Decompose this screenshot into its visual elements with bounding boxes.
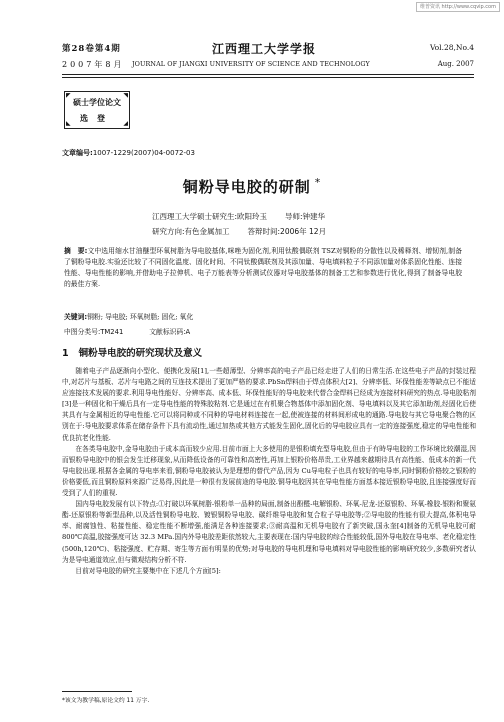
body-paragraph: 在各类导电胶中,金导电胶由于成本高而较少应用.目前市面上大多使用的是银粉填充型导电胶,但由于有時导电胶的工作环境比较潮湿,因而银粉导电胶中的银会发生迁移现象,从而降低设备的可靠性和高密性,再加上银粉价格昂贵,工业界越来越期待具有高性能、低成本的新一代导电胶出现.根据各金属的导电率来看,铜粉导电胶被认为是理想的替代产品,因为 Cu导电粒子也具有较好的电导率,同时铜粉价格较之银粉的价格要低,而且铜粉原料来源广泛易得,因此是一种很有发展前途的导电胶.铜导电胶因其在导电性能方面基本接近银粉导电胶,且连接强度好而受到了人们的重视. [62,444,476,498]
keywords-text: 铜粉; 导电胶; 环氧树脂; 固化; 氧化 [87,313,194,321]
abstract-text: 文中选用缩水甘油醚型环氧树脂为导电胶基体,咪唑为固化剂,利用钛酸偶联剂 TSZ对铜粉的分散性以及稀释剂、增韧剂,制备了铜粉导电胶.实验还比较了不同固化温度、固化时间、不同钛酸偶联剂及其添加量、导电填料粒子不同添加量对体系固化性能、连接性能、导电性能的影响,并借助电子拉伸机、电子万能表等分析测试仪器对导电胶基体的制备工艺和参数进行优化,得到了制备导电胶的最佳方案. [64,247,462,288]
badge-corner-icon: ◢ [123,120,128,127]
title-text: 铜粉导电胶的研制 [182,178,311,196]
clc-number: 中图分类号:TM241 [64,328,124,336]
classification [64,326,190,336]
footnote-rule [62,691,132,692]
article-number-value: 1007-1229(2007)04-0072-03 [92,149,195,157]
article-number-label: 文章编号: [62,149,93,157]
journal-name-en: JOURNAL OF JIANGXI UNIVERSITY OF SCIENCE AND TECHNOLOGY [132,60,370,68]
body-paragraph: 随着电子产品逐渐向小型化、便携化发展[1],一些超薄型、分辨率高的电子产品已经走进了人们的日常生活.在这些电子产品的封装过程中,对芯片与基板、芯片与电路之间的互连技术提出了更加严格的要求.PbSn焊料由于焊点体积大[2]、分辨率低、环保性能差等缺点已不能适应连接技术发展的要求.利用导电性能好、分辨率高、成本低、环保性能好的导电胶来代替合金焊料已经成为连接材料研究的热点.导电胶粘剂[3]是一种固化和干燥后具有一定导电性能的特殊胶粘剂.它是通过在有机聚合物基体中添加固化剂、导电填料以及其它添加助剂,经固化后使其具有与金属相近的导电性能.它可以将同种或不同种的导电材料连接在一起,使被连接的材料间形成电的通路.导电胶与其它导电聚合物的区别在于:导电胶要求体系在储存条件下具有流动性,通过加热或其他方式能发生固化,固化后的导电胶应具有一定的连接强度,稳定的导电性能和优良抗老化性能. [62,367,476,442]
badge-line-1: 硕士学位论文 [73,98,121,107]
research-direction: 研究方向:有色金属加工 [152,227,230,236]
badge-corner-icon: ◥ [123,92,128,99]
badge-line-2: 选登 [80,114,114,123]
body-paragraph: 目前对导电胶的研究主要集中在下述几个方面[5]: [75,566,221,575]
header-rule-thin [62,77,474,78]
section-number: 1 [62,348,69,359]
volume-cn: 第28卷第4期 [62,44,121,54]
badge-corner-icon: ◣ [66,120,71,127]
date-cn: 2007年8月 [62,60,125,69]
keywords-label: 关键词: [64,313,88,321]
header-rule-thick [62,74,474,75]
author-info [152,209,326,239]
title-footnote-mark: * [314,176,322,189]
abstract [64,246,462,290]
section-title: 铜粉导电胶的研究现状及意义 [78,348,203,359]
body-text [62,366,476,577]
section-heading [62,345,202,359]
volume-en: Vol.28,No.4 [429,43,474,52]
footnote: *该文为教学稿,原论文约 11 万字. [62,698,150,704]
article-number [62,148,195,158]
journal-name-cn: 江西理工大学学报 [212,42,317,56]
student-name: 江西理工大学硕士研究生:欧阳玲玉 [152,212,268,221]
keywords [64,311,193,321]
advisor-name: 导师:钟建华 [285,212,326,221]
date-en: Aug. 2007 [437,60,474,68]
badge-corner-icon: ◤ [66,92,71,99]
document-code: 文献标识码:A [149,328,191,336]
article-title [0,176,504,197]
watermark: 维普资讯 http://www.cqvip.com [416,2,500,12]
abstract-label: 摘 要: [64,247,88,255]
column-badge [64,91,130,129]
defense-date: 答辩时间:2006年 12月 [247,227,327,236]
journal-header [62,40,474,74]
body-paragraph: 国内导电胶发展有以下特点:①打破以环氧树脂-银粉单一品种的局面,制备出酚醛-电解银粉、环氧-尼龙-还原银粉、环氧-橡胶-银粉和聚氨酯-还原银粉等新型品种,以及活性铜粉导电胶、镀银铜粉导电胶、碳纤维导电胶和复合粒子导电胶等;②导电胶的性能有很大提高,体积电导率、耐腐蚀性、粘接性能、稳定性能不断增强,能满足各种连接要求;③耐高温和无机导电胶有了新突破,国永奎[4]制备的无机导电胶可耐800℃高温,胶接强度可达 32.3 MPa.国内外导电胶差距依然较大,主要表现在:国内导电胶的综合性能较低,国外导电胶在导电率、老化稳定性(500h,120℃)、粘接强度、贮存期、寄生等方面有明显的优势;对导电胶的导电机理和导电填料对导电胶性能的影响研究较少,多数研究者认为是导电通道效应,但与微观结构分析不符. [62,500,476,564]
